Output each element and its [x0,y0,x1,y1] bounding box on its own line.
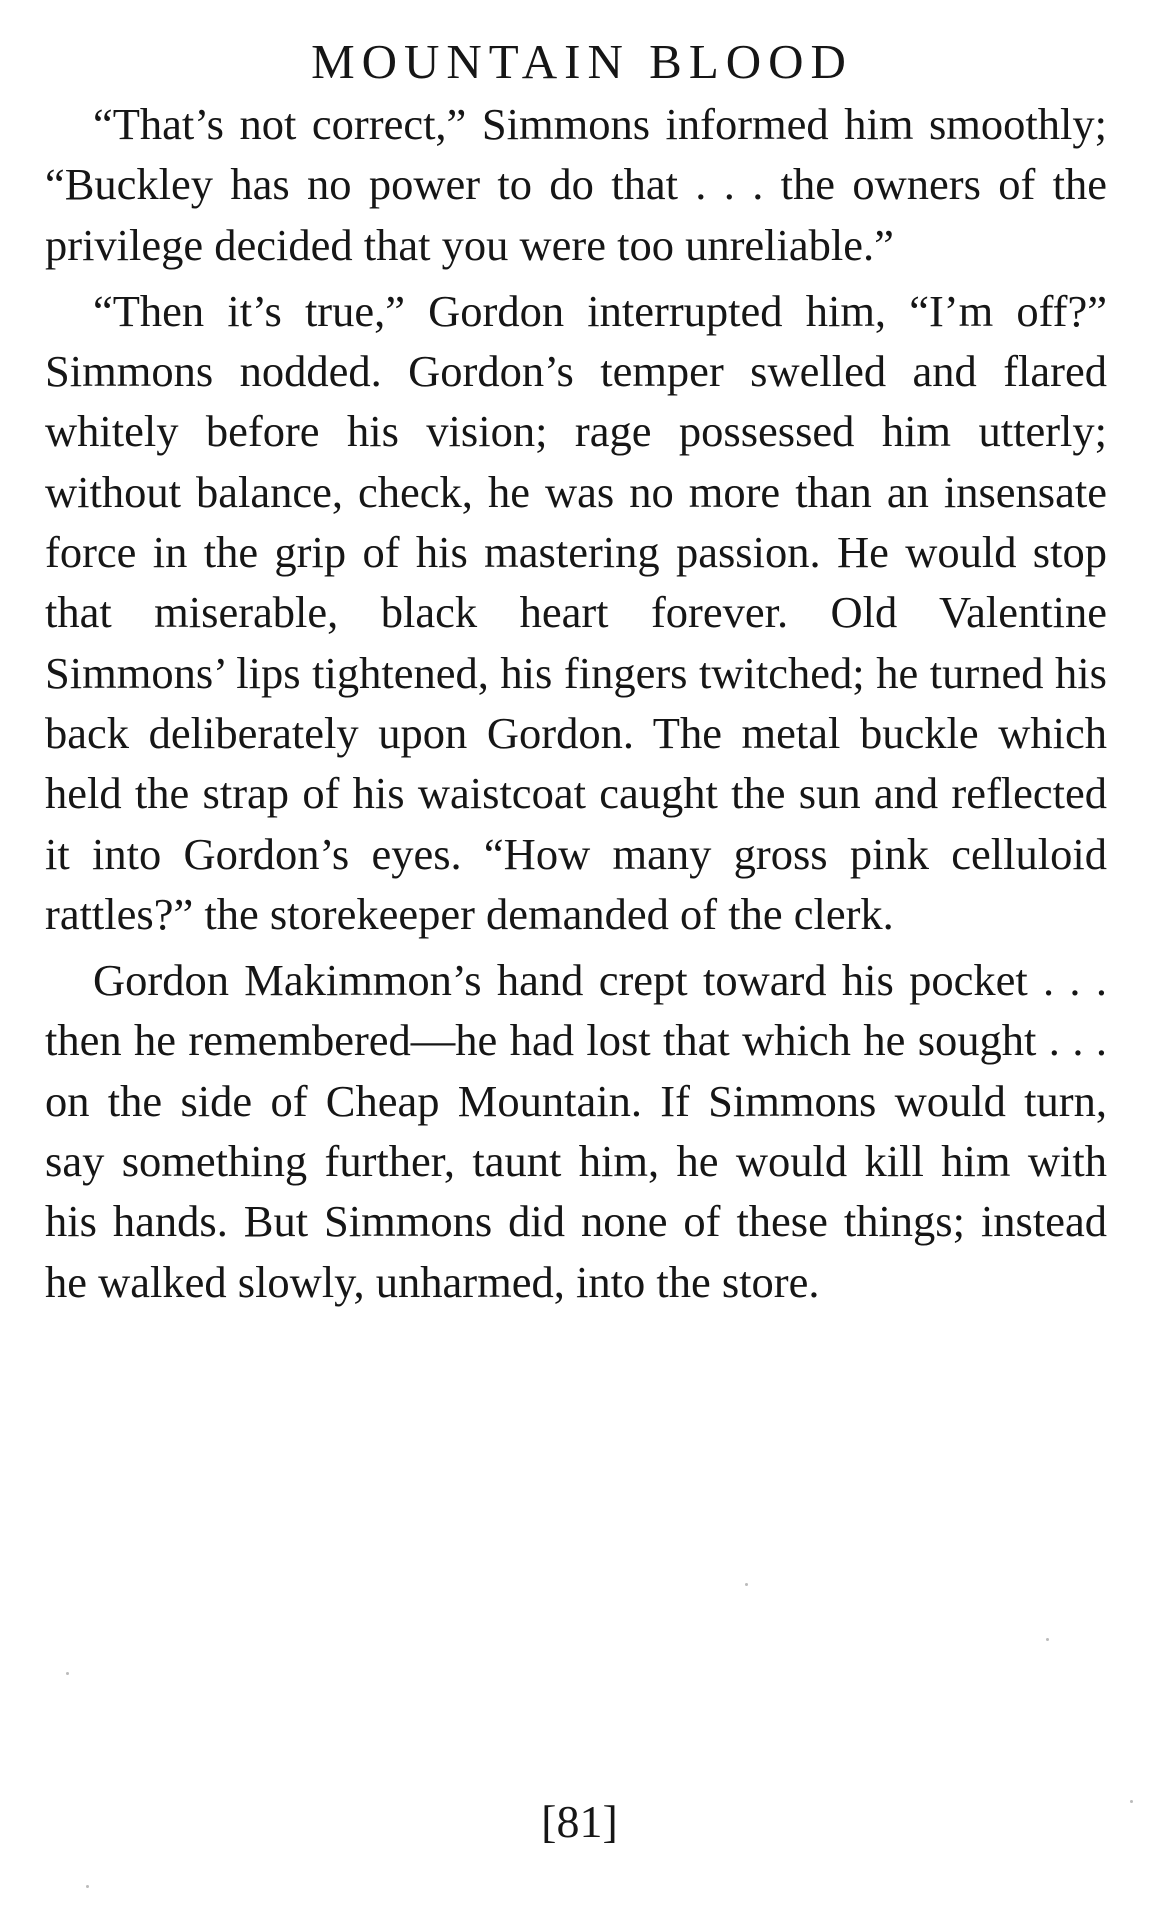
paper-speck [1046,1638,1049,1641]
body-text [45,94,1107,1312]
paragraph-1: “That’s not correct,” Simmons informed him smoothly; “Buckley has no power to do that . . . the owners of the privilege decided that you were too unreliable.” [45,99,1107,270]
paragraph-3: Gordon Makimmon’s hand crept toward his pocket . . . then he remembered—he had lost that which he sought . . . on the side of Cheap Mountain. If Simmons would turn, say something further, taunt him, he would kill him with his hands. But Simmons did none of these things; instead he walked slowly, unharmed, into the store. [45,955,1107,1307]
paper-speck [1130,1800,1133,1803]
paper-speck [66,1672,69,1675]
book-page [45,30,1107,1312]
paragraph-2: “Then it’s true,” Gordon interrupted him, “I’m off?” Simmons nodded. Gordon’s temper swelled and flared whitely before his vision; rage possessed him utterly; without balance, check, he was no more than an insensate force in the grip of his mastering passion. He would stop that miserable, black heart forever. Old Valentine Simmons’ lips tightened, his fingers twitched; he turned his back deliberately upon Gordon. The metal buckle which held the strap of his waistcoat caught the sun and reflected it into Gordon’s eyes. “How many gross pink celluloid rattles?” the storekeeper demanded of the clerk. [45,285,1107,939]
paper-speck [86,1885,89,1888]
page-number: [81] [541,1796,618,1847]
running-head: MOUNTAIN BLOOD [311,34,853,89]
paper-speck [745,1583,748,1586]
